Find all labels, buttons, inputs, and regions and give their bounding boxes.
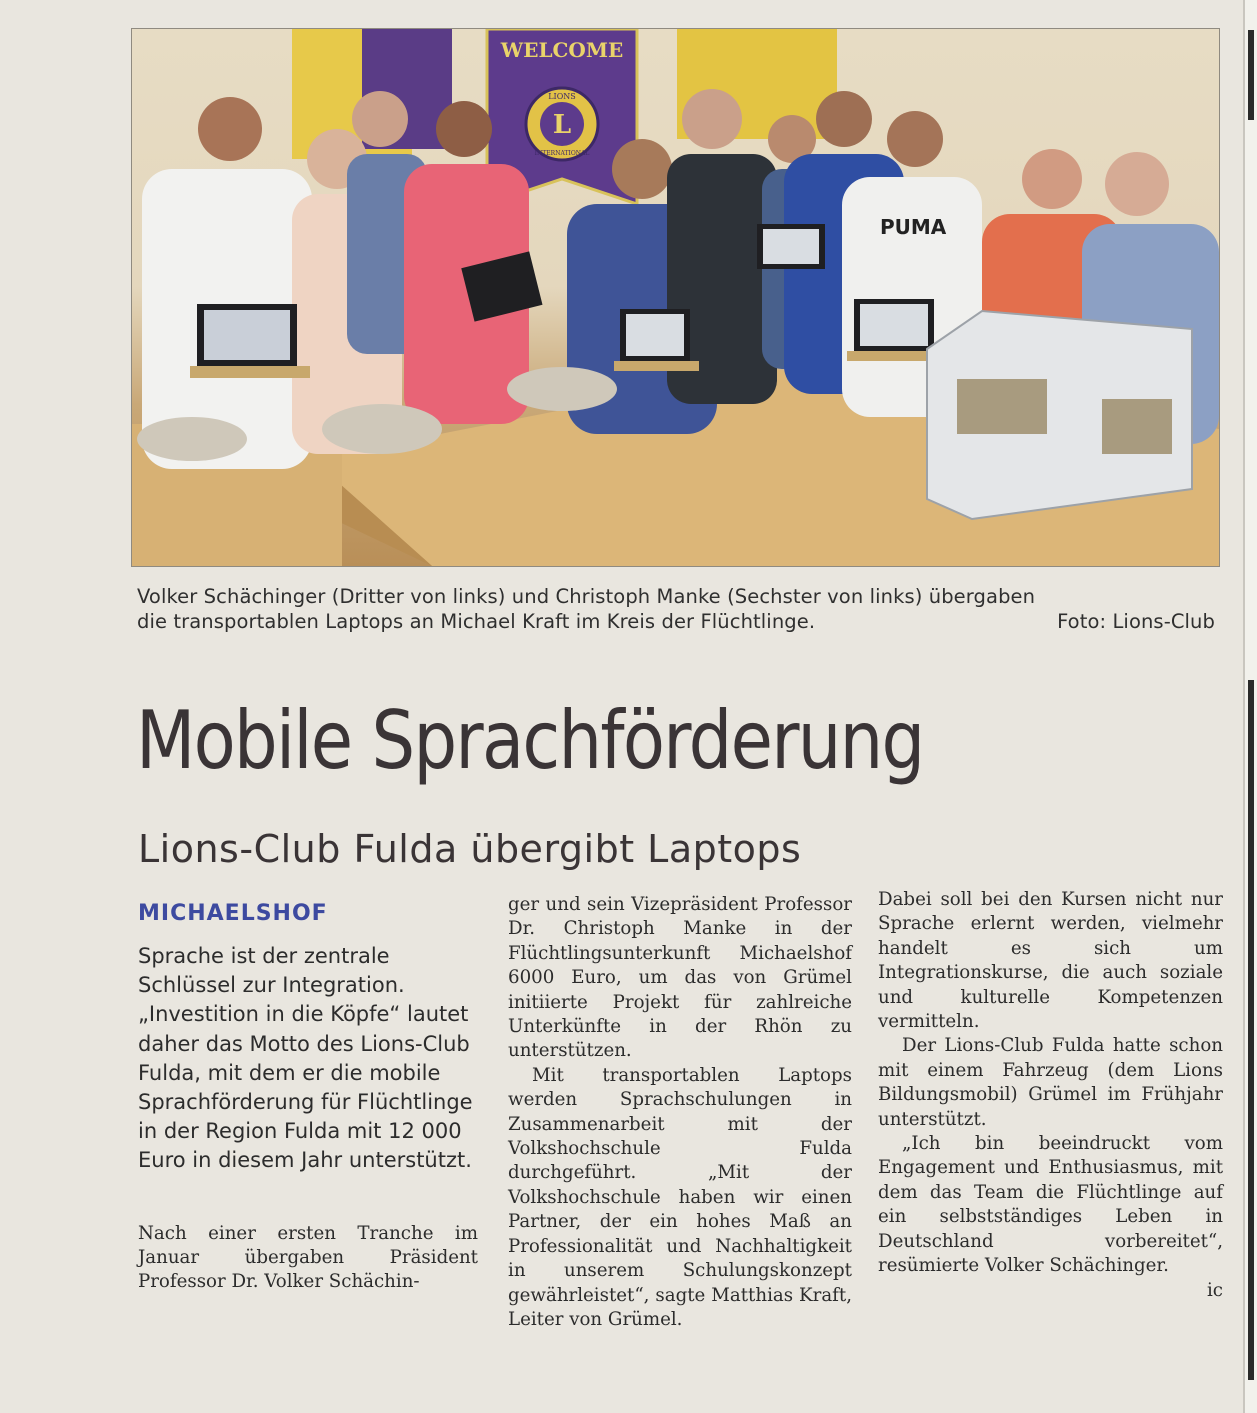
group-photo-illustration <box>132 29 1219 566</box>
body-paragraph-6: „Ich bin beeindruckt vom Engagement und Enthusiasmus, mit dem das Team die Flüchtlinge auf ein selbstständiges Leben in Deutschland vorbereitet“, resümierte Volker Schächinger. <box>878 1133 1223 1277</box>
page-edge <box>1243 0 1257 1413</box>
shirt-print: PUMA <box>880 215 947 239</box>
emblem-label: LIONS <box>548 92 576 101</box>
author-signature: ic <box>1206 1279 1223 1301</box>
body-paragraph-2: ger und sein Vizepräsident Professor Dr. Christoph Manke in der Flüchtlingsunterkunft Michaelshof 6000 Euro, um das von Grümel initiierte Projekt für zahlreiche Unterkünfte in der Rhön zu unterstützen. <box>508 894 852 1062</box>
article-column-1 <box>138 898 478 1295</box>
edge-mark-top <box>1248 30 1254 120</box>
dateline: MICHAELSHOF <box>138 901 328 926</box>
body-paragraph-1: Nach einer ersten Tranche im Januar übergaben Präsident Professor Dr. Volker Schächin- <box>138 1222 478 1293</box>
photo-caption <box>137 584 1217 634</box>
edge-mark-bottom <box>1248 680 1254 1380</box>
photo-credit: Foto: Lions-Club <box>1057 610 1215 633</box>
article-column-2 <box>508 893 852 1332</box>
banner-label: WELCOME <box>500 38 624 62</box>
headline: Mobile Sprachförderung <box>136 694 924 787</box>
body-paragraph-3: Mit transportablen Laptops werden Sprachschulungen in Zusammenarbeit mit der Volkshochschule Fulda durchgeführt. „Mit der Volkshochschule haben wir einen Partner, der ein hohes Maß an Professionalität und Nachhaltigkeit in unserem Schulungskonzept gewährleistet“, sagte Matthias Kraft, Leiter von Grümel. <box>508 1064 852 1330</box>
caption-line-2: die transportablen Laptops an Michael Kraft im Kreis der Flüchtlinge. <box>137 610 816 633</box>
lead-paragraph: Sprache ist der zentrale Schlüssel zur Integration. „Investition in die Köpfe“ lautet daher das Motto des Lions-Club Fulda, mit dem er die mobile Sprachförderung für Flüchtlinge in der Region Fulda mit 12 000 Euro in diesem Jahr unterstützt. <box>138 944 473 1173</box>
subheadline: Lions-Club Fulda übergibt Laptops <box>138 827 802 871</box>
emblem-letter: L <box>552 110 572 140</box>
article-photo <box>131 28 1220 567</box>
body-paragraph-4: Dabei soll bei den Kursen nicht nur Sprache erlernt werden, vielmehr handelt es sich um Integrationskurse, die auch soziale und kulturelle Kompetenzen vermitteln. <box>878 889 1223 1033</box>
body-paragraph-5: Der Lions-Club Fulda hatte schon mit einem Fahrzeug (dem Lions Bildungsmobil) Grümel im Frühjahr unterstützt. <box>878 1035 1223 1130</box>
emblem-sub: INTERNATIONAL <box>534 150 590 157</box>
caption-line-1: Volker Schächinger (Dritter von links) und Christoph Manke (Sechster von links) übergaben <box>137 585 1036 608</box>
article-column-3 <box>878 888 1223 1303</box>
